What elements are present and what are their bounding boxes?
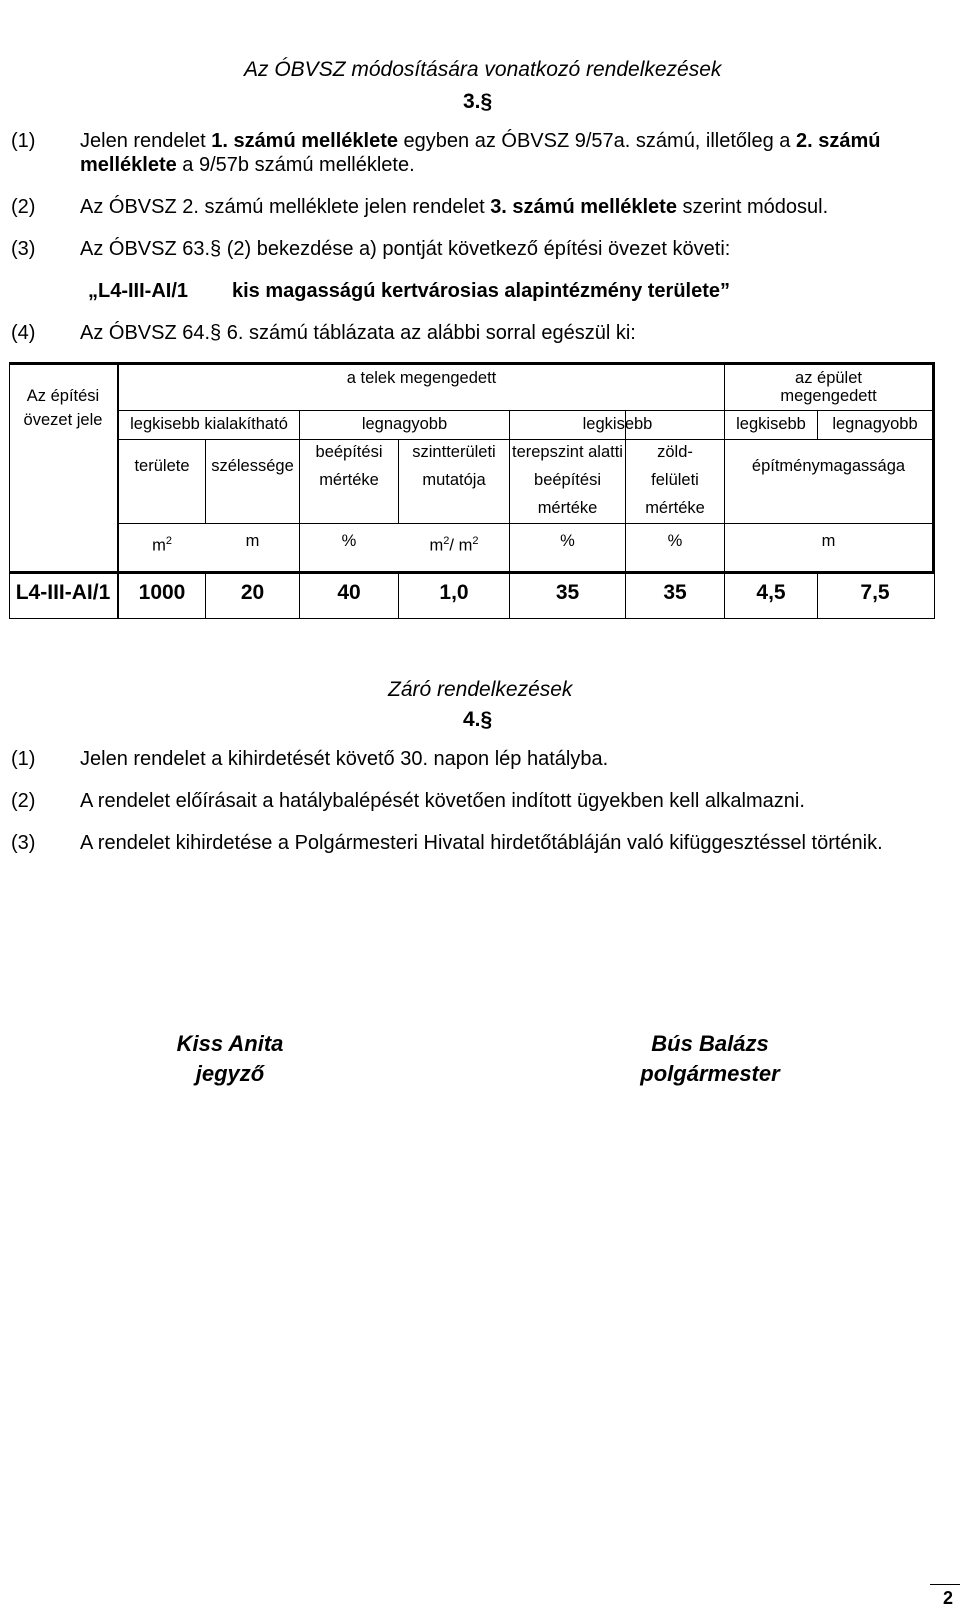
para2-text-c: szerint módosul. bbox=[676, 196, 829, 218]
s4-p2: A rendelet előírásait a hatálybalépését követően indított ügyekben kell alkalmazni. bbox=[80, 790, 805, 812]
row-divider-3 bbox=[119, 523, 933, 524]
legkisebb-kialakithato-header: legkisebb kialakítható bbox=[130, 415, 288, 433]
section4-number: 4.§ bbox=[463, 708, 493, 731]
terulete-header: területe bbox=[134, 457, 190, 475]
para3-number: (3) bbox=[11, 238, 36, 260]
para2-text-b: 3. számú melléklete bbox=[490, 196, 677, 218]
unit-zold: % bbox=[667, 532, 683, 550]
legkisebb-height-header: legkisebb bbox=[736, 415, 806, 433]
legnagyobb-height-header: legnagyobb bbox=[832, 415, 918, 433]
unit-szintterulet bbox=[399, 527, 509, 561]
para1-text-a: Jelen rendelet bbox=[80, 130, 212, 152]
zone-table bbox=[9, 362, 935, 619]
para3-zone-name: kis magasságú kertvárosias alapintézmény területe” bbox=[232, 280, 731, 302]
terepszint-header-2: beépítési bbox=[534, 471, 601, 489]
para1-line2 bbox=[80, 154, 415, 177]
row-max-height: 7,5 bbox=[860, 581, 890, 604]
s4-p1: Jelen rendelet a kihirdetését követő 30. napon lép hatályba. bbox=[80, 748, 609, 770]
s4-p1-number: (1) bbox=[11, 748, 36, 770]
para1-line2-a: melléklete bbox=[80, 154, 177, 176]
signature-right-title: polgármester bbox=[640, 1061, 780, 1086]
para1-text-c: egyben az ÓBVSZ 9/57a. számú, illetőleg a bbox=[397, 130, 796, 152]
row-zold: 35 bbox=[663, 581, 687, 604]
para4-number: (4) bbox=[11, 322, 36, 344]
para1-number: (1) bbox=[11, 130, 36, 152]
page-number: 2 bbox=[943, 1588, 954, 1608]
zold-header-3: mértéke bbox=[645, 499, 705, 517]
para2-text-a: Az ÓBVSZ 2. számú melléklete jelen rendelet bbox=[80, 196, 491, 218]
para2-line bbox=[80, 196, 828, 219]
telek-header: a telek megengedett bbox=[346, 369, 497, 387]
unit-szelesseg: m bbox=[245, 532, 260, 550]
table-right-border-thick bbox=[932, 362, 935, 574]
signature-right-name: Bús Balázs bbox=[651, 1031, 769, 1056]
row-terulet: 1000 bbox=[138, 581, 186, 604]
unit-terulet-sup: 2 bbox=[165, 535, 172, 547]
zold-header-2: felületi bbox=[651, 471, 699, 489]
legnagyobb-header: legnagyobb bbox=[361, 415, 448, 433]
section4-heading: Záró rendelkezések bbox=[388, 678, 573, 701]
zold-header-1: zöld- bbox=[657, 443, 693, 461]
beepitesi-header-2: mértéke bbox=[319, 471, 379, 489]
row-min-height: 4,5 bbox=[756, 581, 786, 604]
epulet-header-2: megengedett bbox=[780, 387, 877, 405]
unit-terulet-base: m bbox=[152, 536, 166, 555]
s4-p2-number: (2) bbox=[11, 790, 36, 812]
s4-p3-number: (3) bbox=[11, 832, 36, 854]
row-beepites: 40 bbox=[337, 581, 361, 604]
signature-left-title: jegyző bbox=[195, 1061, 265, 1086]
szint-header-2: mutatója bbox=[422, 471, 486, 489]
beepitesi-header-1: beépítési bbox=[315, 443, 383, 461]
para1-line1 bbox=[80, 130, 880, 153]
row-terepszint: 35 bbox=[555, 581, 580, 604]
para4-line: Az ÓBVSZ 64.§ 6. számú táblázata az alábbi sorral egészül ki: bbox=[80, 322, 636, 344]
signature-left-name: Kiss Anita bbox=[176, 1031, 284, 1056]
table-bottom-border bbox=[9, 618, 935, 619]
row-zone-code: L4-III-AI/1 bbox=[15, 581, 111, 604]
unit-ratio-sup2: 2 bbox=[472, 535, 479, 547]
zone-header-1: Az építési bbox=[26, 387, 100, 405]
para1-text-d: 2. számú bbox=[795, 130, 881, 152]
epitmeny-header: építménymagassága bbox=[751, 457, 906, 475]
footer-rule bbox=[930, 1584, 960, 1585]
epulet-header-1: az épület bbox=[795, 369, 862, 387]
terepszint-header-3: mértéke bbox=[537, 499, 598, 517]
para2-number: (2) bbox=[11, 196, 36, 218]
unit-ratio-b: / m bbox=[449, 536, 473, 555]
legkisebb-header: legkisebb bbox=[582, 415, 653, 433]
section3-number: 3.§ bbox=[463, 90, 493, 113]
para3-zone-code: „L4-III-AI/1 bbox=[88, 280, 189, 302]
table-right-border bbox=[934, 574, 935, 619]
terepszint-header-1: terepszint alatti bbox=[512, 443, 623, 461]
para1-text-b: 1. számú melléklete bbox=[211, 130, 398, 152]
unit-ratio-a: m bbox=[429, 536, 444, 555]
unit-beepites: % bbox=[341, 532, 357, 550]
szint-header-1: szintterületi bbox=[412, 443, 496, 461]
section3-heading: Az ÓBVSZ módosítására vonatkozó rendelkezések bbox=[244, 58, 722, 81]
para3-line: Az ÓBVSZ 63.§ (2) bekezdése a) pontját következő építési övezet követi: bbox=[80, 238, 731, 260]
unit-terepszint: % bbox=[560, 532, 575, 550]
unit-ratio-sup1: 2 bbox=[443, 535, 450, 547]
row-szelesseg: 20 bbox=[240, 581, 265, 604]
para1-line2-b: a 9/57b számú melléklete. bbox=[176, 154, 415, 176]
zone-header-2: övezet jele bbox=[23, 411, 103, 429]
table-header-bottom-border bbox=[9, 571, 935, 574]
unit-height: m bbox=[821, 532, 836, 550]
unit-terulet bbox=[119, 527, 205, 561]
row-szintterulet: 1,0 bbox=[439, 581, 469, 604]
szelessege-header: szélessége bbox=[211, 457, 294, 475]
s4-p3: A rendelet kihirdetése a Polgármesteri Hivatal hirdetőtábláján való kifüggesztéssel történik. bbox=[80, 832, 883, 854]
